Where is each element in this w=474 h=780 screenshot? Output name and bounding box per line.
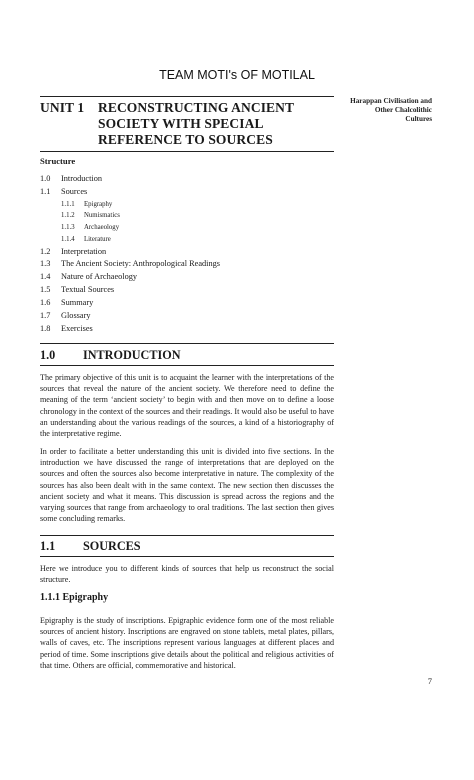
running-header-line: Other Chalcolithic (374, 106, 432, 114)
toc-label: Glossary (61, 310, 91, 320)
toc-subitem (40, 234, 340, 246)
toc-number: 1.1.2 (61, 212, 75, 220)
running-header (322, 97, 432, 124)
divider-rule (40, 365, 334, 366)
toc-label: Introduction (61, 174, 103, 183)
toc-number: 1.4 (40, 272, 51, 282)
section-number: 1.1 (40, 539, 56, 553)
divider-rule (40, 96, 334, 97)
section-number: 1.0 (40, 348, 56, 362)
divider-rule (40, 556, 334, 557)
toc-number: 1.1 (40, 186, 51, 196)
page-number: 7 (427, 676, 432, 686)
toc-subitem (40, 210, 340, 222)
toc-label: Literature (84, 235, 111, 243)
toc-number: 1.8 (40, 323, 51, 333)
toc-label: Interpretation (61, 246, 107, 256)
toc-label: Nature of Archaeology (61, 272, 138, 282)
running-header-line: Cultures (405, 115, 432, 123)
toc-number: 1.3 (40, 259, 51, 269)
toc-item (40, 310, 340, 323)
divider-rule (40, 535, 334, 536)
toc-number: 1.0 (40, 174, 51, 183)
subsection-heading-epigraphy: 1.1.1 Epigraphy (40, 592, 109, 603)
toc-subitem (40, 222, 340, 234)
toc-label: Numismatics (84, 212, 120, 220)
toc-number: 1.1.3 (61, 224, 75, 232)
unit-number: UNIT 1 (40, 100, 85, 115)
toc-label: Exercises (61, 323, 93, 333)
running-header-line: Harappan Civilisation and (350, 97, 432, 105)
toc-item (40, 258, 340, 271)
toc-item (40, 323, 340, 336)
divider-rule (40, 151, 334, 152)
toc-number: 1.1.4 (61, 235, 75, 243)
toc-item (40, 284, 340, 297)
sources-paragraph: Here we introduce you to different kinds of sources that help us reconstruct the social structure. (40, 564, 334, 585)
toc-label: Epigraphy (84, 200, 113, 208)
epigraphy-paragraph: Epigraphy is the study of inscriptions. Epigraphic evidence form one of the most reliable sources of ancient history. Inscriptions are engraved on stone tablets, metal plates, pillars, walls of caves, etc. The inscriptions represent various languages at different places and period of time. Some inscriptions give details about the political and religious activities of that time. Others are official, commemorative and historical. (40, 616, 334, 670)
toc-number: 1.2 (40, 246, 51, 256)
toc-item (40, 173, 340, 186)
table-of-contents (40, 156, 340, 336)
toc-label: Archaeology (84, 224, 120, 232)
toc-subitem (40, 199, 340, 211)
intro-paragraph-2: In order to facilitate a better understanding this unit is divided into five sections. In the introduction we have discussed the range of interpretations that are deployed on the sources and often the sources also become interpretative in nature. The complexity of the sources has also been dealt with in the same context. The new section then discusses the ancient society and what it means. This discussion is spread across the regions and the varying sources that range from archaeology to oral traditions. The last section then gives some concluding remarks. (40, 447, 334, 524)
toc-item (40, 271, 340, 284)
toc-item (40, 186, 340, 199)
toc-item (40, 297, 340, 310)
toc-label: Textual Sources (61, 285, 115, 295)
toc-label: Summary (61, 298, 94, 308)
toc-number: 1.5 (40, 285, 51, 295)
section-title: SOURCES (83, 539, 141, 553)
toc-number: 1.7 (40, 310, 51, 320)
unit-title-text: RECONSTRUCTING ANCIENT SOCIETY WITH SPECIAL REFERENCE TO SOURCES (98, 100, 294, 147)
toc-heading: Structure (40, 156, 76, 166)
watermark-text: TEAM MOTI's OF MOTILAL (159, 68, 315, 82)
divider-rule (40, 343, 334, 344)
toc-list (40, 173, 340, 336)
toc-label: The Ancient Society: Anthropological Readings (61, 259, 220, 269)
toc-number: 1.1.1 (61, 200, 75, 208)
intro-paragraph-1: The primary objective of this unit is to acquaint the learner with the interpretations of the sources that reveal the nature of the ancient society. We therefore need to define the meaning of the term ‘ancient society’ to begin with and then move on to define a loose chronology in the context of the sources and their readings. It would also be useful to have an understanding about the various readings of the sources, a kind of a historiography of the interpretative regime. (40, 373, 334, 439)
section-title: INTRODUCTION (83, 348, 181, 362)
toc-number: 1.6 (40, 298, 51, 308)
toc-item (40, 246, 340, 259)
toc-label: Sources (61, 186, 88, 196)
